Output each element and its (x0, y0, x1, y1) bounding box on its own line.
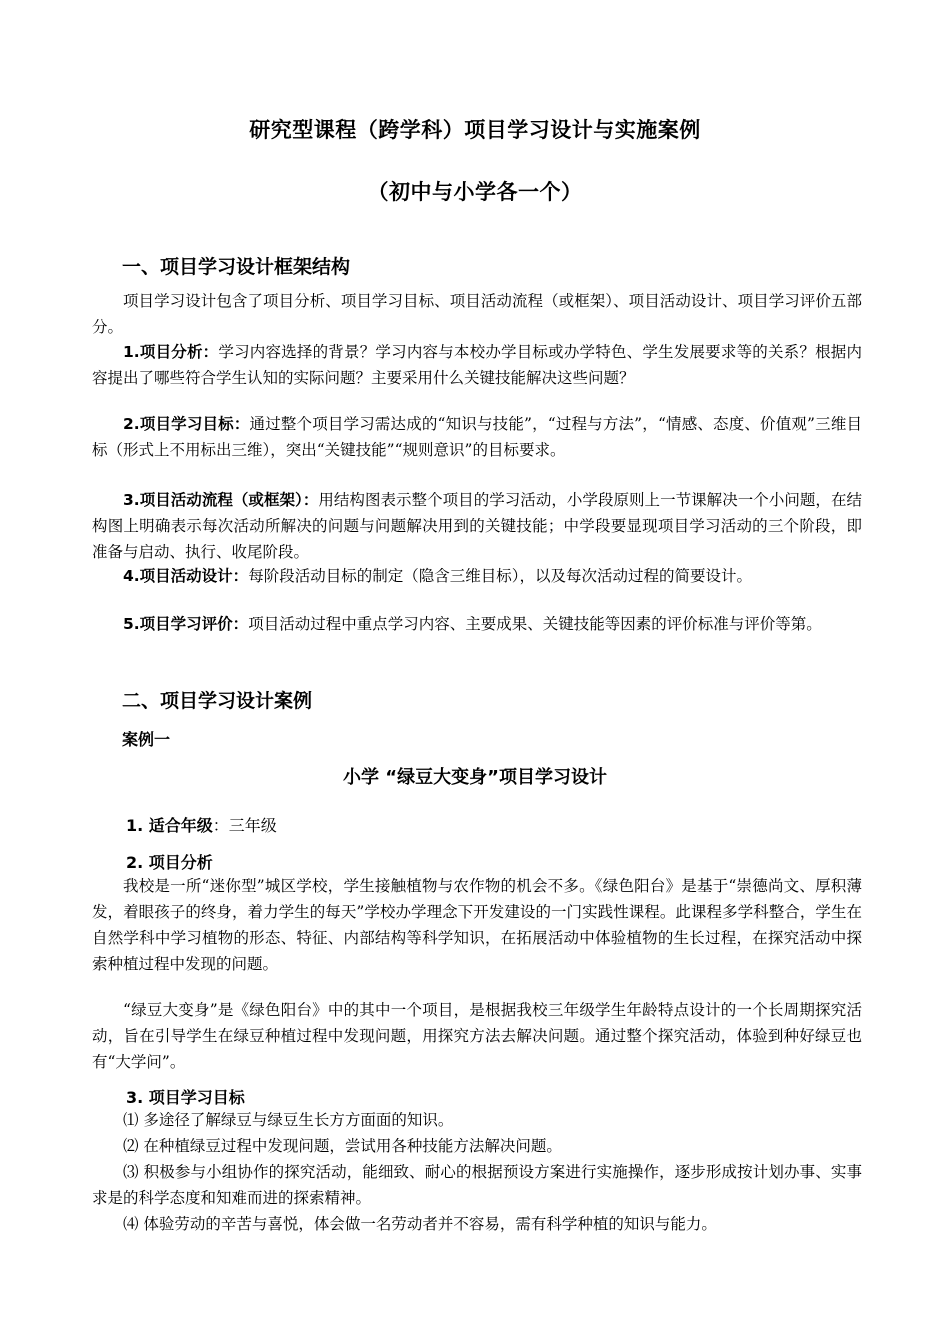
goal-item: ⑵ 在种植绿豆过程中发现问题，尝试用各种技能方法解决问题。 (123, 1137, 562, 1155)
analysis-heading: 2. 项目分析 (126, 853, 213, 872)
item-label: 3.项目活动流程（或框架）： (123, 491, 319, 509)
section1-item-4 (92, 563, 862, 589)
section1-item-3 (92, 487, 862, 565)
analysis-paragraph-2: “绿豆大变身”是《绿色阳台》中的其中一个项目，是根据我校三年级学生年龄特点设计的一个长周期探究活动，旨在引导学生在绿豆种植过程中发现问题，用探究方法去解决问题。通过整个探究活动，体验到种好绿豆也有“大学问”。 (92, 1001, 862, 1071)
item-label: 1.项目分析： (123, 343, 219, 361)
section1-intro: 项目学习设计包含了项目分析、项目学习目标、项目活动流程（或框架）、项目活动设计、项目学习评价五部分。 (92, 292, 862, 336)
case-title: 小学 “绿豆大变身”项目学习设计 (343, 767, 607, 788)
item-text: 用结构图表示整个项目的学习活动，小学段原则上一节课解决一个小问题，在结构图上明确表示每次活动所解决的问题与问题解决用到的关键技能；中学段要显现项目学习活动的三个阶段，即准备与启动、执行、收尾阶段。 (92, 491, 862, 561)
doc-subtitle: （初中与小学各一个） (367, 180, 583, 204)
section1-heading: 一、项目学习设计框架结构 (122, 256, 351, 278)
case-label: 案例一 (122, 730, 171, 749)
section1-item-2 (92, 411, 862, 463)
item-text: 项目活动过程中重点学习内容、主要成果、关键技能等因素的评价标准与评价等第。 (248, 615, 822, 633)
item-label: 5.项目学习评价： (123, 615, 249, 633)
section1-item-1 (92, 339, 862, 391)
grade-value: ：三年级 (212, 816, 277, 835)
analysis-paragraph-1: 我校是一所“迷你型”城区学校，学生接触植物与农作物的机会不多。《绿色阳台》是基于“崇德尚文、厚积薄发，着眼孩子的终身，着力学生的每天”学校办学理念下开发建设的一门实践性课程。此课程多学科整合，学生在自然学科中学习植物的形态、特征、内部结构等科学知识，在拓展活动中体验植物的生长过程，在探究活动中探索种植过程中发现的问题。 (92, 877, 862, 973)
item-label: 4.项目活动设计： (123, 567, 249, 585)
doc-title: 研究型课程（跨学科）项目学习设计与实施案例 (249, 118, 701, 142)
section1-item-5 (92, 611, 862, 637)
item-text: 每阶段活动目标的制定（隐含三维目标），以及每次活动过程的简要设计。 (248, 567, 752, 585)
item-label: 2.项目学习目标： (123, 415, 250, 433)
goal-item: ⑴ 多途径了解绿豆与绿豆生长方方面面的知识。 (123, 1111, 454, 1129)
goal-item: ⑶ 积极参与小组协作的探究活动，能细致、耐心的根据预设方案进行实施操作，逐步形成按计划办事、实事求是的科学态度和知难而进的探索精神。 (92, 1163, 862, 1207)
grade-line (126, 813, 277, 836)
section2-heading: 二、项目学习设计案例 (122, 690, 313, 712)
goal-item: ⑷ 体验劳动的辛苦与喜悦，体会做一名劳动者并不容易，需有科学种植的知识与能力。 (123, 1215, 717, 1233)
item-text: 学习内容选择的背景？学习内容与本校办学目标或办学特色、学生发展要求等的关系？根据内容提出了哪些符合学生认知的实际问题？主要采用什么关键技能解决这些问题？ (92, 343, 862, 387)
grade-label: 1. 适合年级 (126, 816, 213, 835)
goals-heading: 3. 项目学习目标 (126, 1088, 245, 1107)
item-text: 通过整个项目学习需达成的“知识与技能”，“过程与方法”，“情感、态度、价值观”三维目标（形式上不用标出三维），突出“关键技能”“规则意识”的目标要求。 (92, 415, 862, 459)
